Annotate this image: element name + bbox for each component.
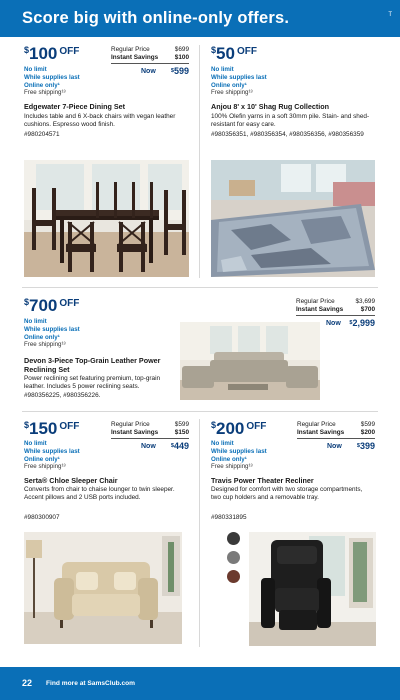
sleeper-chair-photo[interactable] [24, 532, 182, 644]
page-number: 22 [22, 678, 33, 688]
item-number: #980204571 [24, 131, 60, 138]
discount-amount: $150 $^{OFF}$ [24, 419, 80, 438]
page-footer-banner [0, 667, 400, 700]
product-description: Converts from chair to chaise lounger to twin sleeper. Accent pillows and 2 USB ports included. [24, 486, 175, 501]
color-swatch-gray[interactable] [227, 551, 240, 564]
corner-marker: T [388, 12, 392, 18]
price-breakdown: Regular Price $699 Instant Savings $100 Now $599 [111, 46, 189, 76]
color-swatch-brown[interactable] [227, 570, 240, 583]
reclining-set-photo[interactable] [180, 322, 320, 400]
product-name[interactable]: Serta® Chloe Sleeper Chair [24, 476, 118, 485]
offer-terms: No limit While supplies last Online only¹ Free shipping¹³ [211, 440, 267, 471]
product-description: Designed for comfort with two storage compartments, two cup holders and a removable tray. [211, 486, 363, 501]
offer-terms: No limit While supplies last Online only¹ Free shipping¹³ [24, 318, 80, 349]
discount-amount: $200 $^{OFF}$ [211, 419, 267, 438]
item-number: #980356351, #980356354, #980356356, #980356359 [211, 131, 364, 138]
discount-amount: $100 $^{OFF}$ [24, 44, 80, 63]
column-divider [199, 419, 200, 647]
discount-amount: $700 $^{OFF}$ [24, 296, 80, 315]
color-swatch-black[interactable] [227, 532, 240, 545]
product-name[interactable]: Travis Power Theater Recliner [211, 476, 314, 485]
row-divider [22, 411, 378, 412]
price-breakdown: Regular Price $3,699 Instant Savings $700 Now $2,999 [296, 298, 375, 328]
product-description: 100% Olefin yarns in a soft 30mm pile. Stain- and shed-resistant for easy care. [211, 113, 370, 128]
offer-terms: No limit While supplies last Online only¹ Free shipping¹³ [24, 66, 80, 97]
page-title: Score big with online-only offers. [22, 9, 290, 27]
product-description: Includes table and 6 X-back chairs with vegan leather cushions. Espresso wood finish. [24, 113, 176, 128]
offer-terms: No limit While supplies last Online only¹ Free shipping¹³ [211, 66, 267, 97]
product-description: Power reclining set featuring premium, top-grain leather. Includes 5 power reclining seats. [24, 375, 161, 390]
column-divider [199, 45, 200, 278]
price-breakdown: Regular Price $599 Instant Savings $150 Now $449 [111, 421, 189, 451]
page-header-banner [0, 0, 400, 37]
discount-amount: $50 $^{OFF}$ [211, 44, 257, 63]
item-number: #980331895 [211, 514, 247, 521]
price-breakdown: Regular Price $599 Instant Savings $200 Now $399 [297, 421, 375, 451]
shag-rug-photo[interactable] [211, 160, 375, 277]
theater-recliner-photo[interactable] [249, 532, 376, 646]
footer-link-text[interactable]: Find more at SamsClub.com [46, 679, 136, 687]
offer-terms: No limit While supplies last Online only¹ Free shipping¹³ [24, 440, 80, 471]
row-divider [22, 287, 378, 288]
dining-set-photo[interactable] [24, 160, 189, 277]
product-name[interactable]: Devon 3-Piece Top-Grain Leather Power Reclining Set [24, 356, 161, 374]
item-number: #980300907 [24, 514, 60, 521]
product-name[interactable]: Edgewater 7-Piece Dining Set [24, 102, 126, 111]
product-name[interactable]: Anjou 8' x 10' Shag Rug Collection [211, 102, 330, 111]
item-number: #980356225, #980356226. [24, 392, 101, 399]
